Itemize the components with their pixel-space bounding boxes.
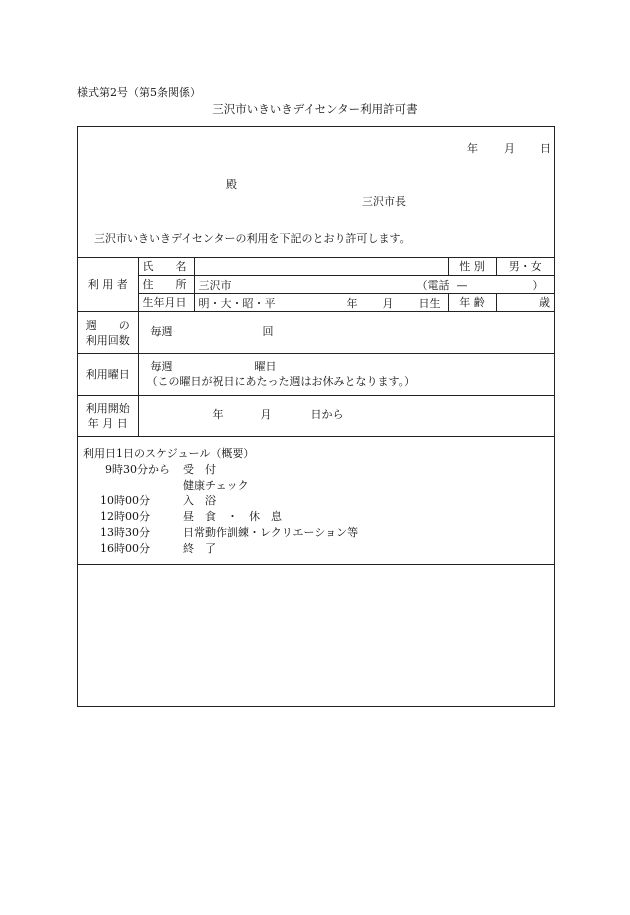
weekday-prefix: 毎週 — [150, 359, 173, 373]
address-label: 住 所 — [138, 276, 194, 294]
permit-form — [77, 126, 555, 707]
weekday-note: （この曜日が祝日にあたった週はお休みとなります。） — [146, 374, 416, 388]
start-date-label-line2: 年 月 日 — [87, 417, 128, 430]
schedule-time: 16時00分 — [100, 542, 150, 555]
schedule-activity: 入 浴 — [183, 494, 216, 507]
schedule-activity: 受 付 — [183, 463, 216, 476]
schedule-title: 利用日1日のスケジュール（概要） — [83, 447, 255, 460]
start-suffix: 日から — [310, 408, 344, 421]
gender-label: 性 別 — [448, 258, 496, 276]
schedule-activity: 健康チェック — [183, 479, 249, 492]
weekday-field[interactable] — [138, 354, 554, 396]
phone-open: （電話 — [416, 278, 450, 292]
weekly-prefix: 毎週 — [150, 324, 173, 338]
date-month-label: 月 — [504, 142, 515, 155]
era-options: 明・大・昭・平 — [198, 296, 276, 310]
start-year-label: 年 — [212, 408, 224, 421]
schedule-activity: 昼 食 ・ 休 息 — [183, 510, 282, 523]
birthdate-label: 生年月日 — [138, 294, 194, 312]
start-date-label — [78, 396, 138, 437]
schedule-time: 13時30分 — [100, 526, 150, 539]
schedule-activity: 終 了 — [183, 542, 216, 555]
name-label: 氏 名 — [138, 258, 194, 276]
name-field[interactable] — [194, 258, 448, 276]
birth-day-label: 日生 — [418, 296, 441, 310]
schedule-time: 9時30分から — [105, 463, 170, 476]
weekly-count-label-line1: 週 の — [85, 318, 130, 332]
schedule-time: 12時00分 — [100, 510, 150, 523]
birth-year-label: 年 — [346, 296, 358, 310]
schedule-section — [78, 435, 554, 565]
permit-details-table — [78, 257, 554, 437]
issuer-name: 三沢市長 — [362, 195, 406, 208]
weekday-unit: 曜日 — [254, 359, 277, 373]
start-month-label: 月 — [260, 408, 272, 421]
weekly-count-field[interactable] — [138, 312, 554, 354]
user-group-label: 利 用 者 — [78, 258, 138, 312]
birthdate-field[interactable] — [194, 294, 448, 312]
address-city: 三沢市 — [198, 278, 232, 292]
weekly-unit: 回 — [262, 324, 274, 338]
schedule-activity: 日常動作訓練・レクリエーション等 — [183, 526, 359, 539]
weekly-count-label-line2: 利用回数 — [85, 333, 130, 347]
permission-statement: 三沢市いきいきデイセンターの利用を下記のとおり許可します。 — [94, 232, 411, 245]
age-label: 年 齢 — [448, 294, 496, 312]
schedule-time: 10時00分 — [100, 494, 150, 507]
date-year-label: 年 — [467, 142, 478, 155]
address-field[interactable] — [194, 276, 554, 294]
weekly-count-label — [78, 312, 138, 354]
start-date-label-line1: 利用開始 — [85, 402, 130, 415]
addressee-honorific: 殿 — [226, 178, 237, 191]
gender-options[interactable]: 男・女 — [496, 258, 554, 276]
phone-close: ） — [532, 278, 544, 292]
document-title: 三沢市いきいきデイセンター利用許可書 — [212, 102, 418, 116]
start-date-field[interactable] — [138, 396, 554, 437]
date-day-label: 日 — [540, 142, 551, 155]
birth-month-label: 月 — [382, 296, 394, 310]
phone-dash: — — [456, 278, 468, 292]
form-number: 様式第2号（第5条関係） — [77, 86, 201, 99]
weekday-label: 利用曜日 — [78, 354, 138, 396]
age-field[interactable]: 歳 — [496, 294, 554, 312]
